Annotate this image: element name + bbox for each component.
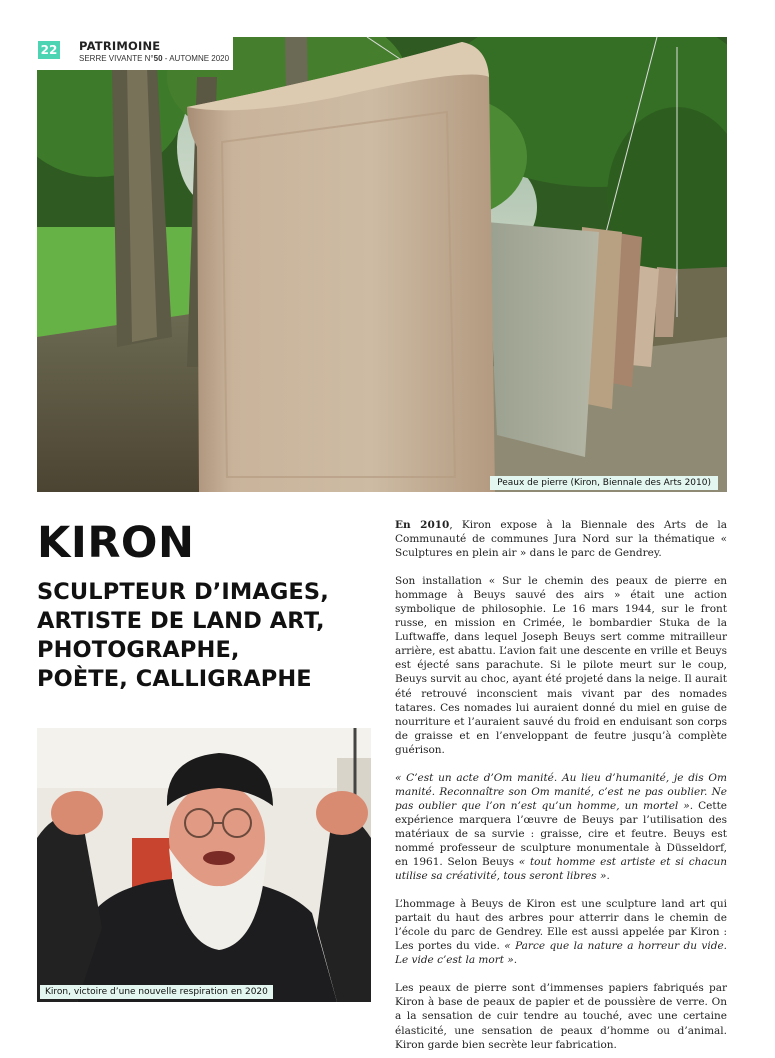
issue-info [79, 54, 229, 63]
page-number: 22 [38, 41, 60, 59]
article-body [395, 518, 727, 1058]
quote: « Parce que la nature a horreur du vide. Le vide c’est la mort » [395, 940, 727, 967]
issue-number: 50 [153, 54, 163, 63]
paragraph-text: . [606, 870, 610, 883]
sculpture-park-image [37, 37, 727, 492]
subtitle-line: SCULPTEUR D’IMAGES, [37, 579, 329, 605]
subtitle-line: PHOTOGRAPHE, [37, 637, 240, 663]
paragraph-text: . [513, 954, 518, 967]
paragraph [395, 771, 727, 883]
quote: « tout homme est artiste et si chacun utilise sa créativité, tous seront libres » [395, 856, 728, 883]
paragraph: Son installation « Sur le chemin des peaux de pierre en hommage à Beuys sauvé des airs » était une action symbolique de philosophie. Le 16 mars 1944, sur le front russe, en mission en Crimée, le bombardier Stuka de la Luftwaffe, dans lequel Joseph Beuys sert comme mitrailleur arrière, est abattu. L’avion fait une descente en vrille et Beuys est éjecté sans parachute. Si le pilote meurt sur le coup, Beuys survit au choc, ayant été projeté dans la neige. Il aurait été retrouvé inconscient mais vivant par des nomades tatares. Ces nomades lui auraient donné du miel en guise de nourriture et l’auraient sauvé du froid en enduisant son corps de graisse et en l’enveloppant de feutre jusqu’à complète guérison. [395, 575, 727, 756]
portrait-caption: Kiron, victoire d’une nouvelle respiration en 2020 [40, 985, 273, 999]
section-title: PATRIMOINE [79, 39, 161, 53]
paragraph-lead: En 2010 [395, 519, 450, 531]
paragraph-text: , Kiron expose à la Biennale des Arts de la Communauté de communes Jura Nord sur la thématique « Sculptures en plein air » dans le parc de Gendrey. [395, 519, 727, 560]
subtitle-line: ARTISTE DE LAND ART, [37, 608, 325, 634]
paragraph: Les peaux de pierre sont d’immenses papiers fabriqués par Kiron à base de peaux de papier et de poussière de verre. On a la sensation de cuir tendre au touché, avec une certaine élasticité, une sensation de peaux d’homme ou d’animal. Kiron garde bien secrète leur fabrication. [395, 982, 727, 1051]
page-header [37, 37, 233, 70]
issue-suffix: - AUTOMNE 2020 [162, 54, 230, 63]
paragraph [395, 897, 727, 967]
kiron-portrait-image [37, 728, 371, 1002]
quote: « C’est un acte d’Om manité. Au lieu d’humanité, je dis Om manité. Reconnaître son Om manité, c’est ne pas oublier. Ne pas oublier que l’on n’est qu’un homme, un mortel » [395, 771, 727, 812]
article-title: KIRON [37, 518, 195, 568]
main-photo [37, 37, 727, 492]
subtitle-line: POÈTE, CALLIGRAPHE [37, 666, 312, 692]
portrait-photo [37, 728, 371, 1002]
paragraph-text: . Cette expérience marquera l’œuvre de Beuys par l’utilisation des matériaux de sa survie : graisse, cire et feutre. Beuys est nommé professeur de sculpture monumentale à Düsseldorf, en 1961. Selon Beuys [395, 799, 728, 869]
paragraph-text: L’hommage à Beuys de Kiron est une sculpture land art qui partait du haut des arbres pour atterrir dans le chemin de l’école du parc de Gendrey. Elle est aussi appelée par Kiron : Les portes du vide. [395, 898, 727, 953]
paragraph [395, 518, 727, 560]
article-subtitle [37, 578, 377, 694]
issue-prefix: SERRE VIVANTE N° [79, 54, 154, 63]
main-photo-caption: Peaux de pierre (Kiron, Biennale des Arts 2010) [490, 476, 718, 490]
